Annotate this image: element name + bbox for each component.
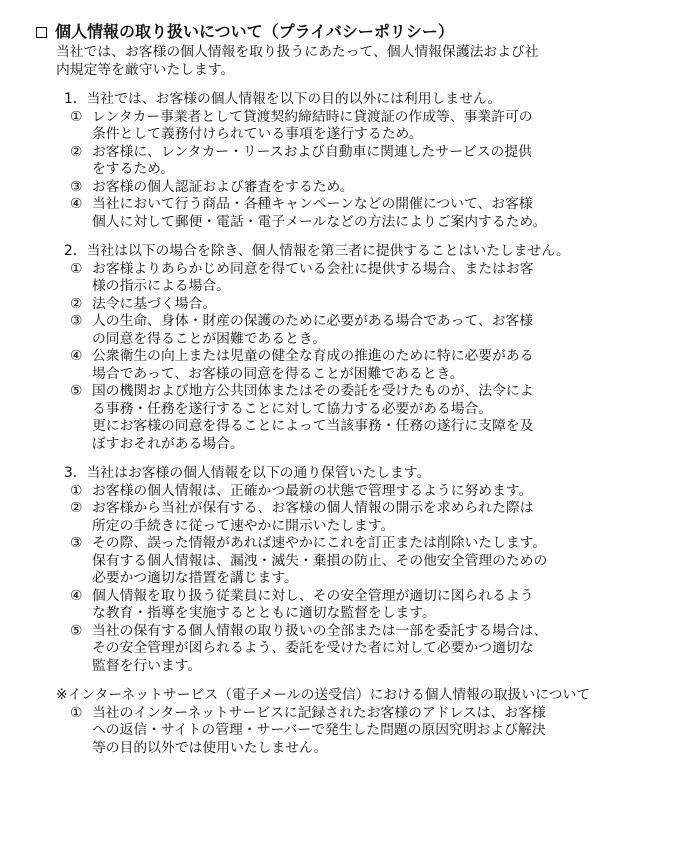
item-text: お客様の個人情報は、正確かつ最新の状態で管理するように努めます。 xyxy=(92,482,533,499)
section-heading: 1．当社では、お客様の個人情報を以下の目的以外には利用しません。 xyxy=(64,91,502,107)
section-2 xyxy=(36,243,670,453)
title-text: 個人情報の取り扱いについて（プライバシーポリシー） xyxy=(55,22,454,41)
item-marker: ① xyxy=(70,108,83,125)
item-text: 当社において行う商品・各種キャンペーンなどの開催について、お客様 個人に対して郵便・電話・電子メールなどの方法によりご案内するため。 xyxy=(92,196,547,230)
item-marker: ④ xyxy=(70,348,83,364)
list-item xyxy=(70,144,670,179)
item-marker: ① xyxy=(70,482,83,499)
item-text: お客様に、レンタカー・リースおよび自動車に関連したサービスの提供 をするため。 xyxy=(92,143,532,177)
list-item xyxy=(70,296,670,314)
item-text: 法令に基づく場合。 xyxy=(92,295,217,312)
item-marker: ④ xyxy=(70,196,83,212)
item-marker: ③ xyxy=(70,313,83,329)
list-item xyxy=(70,623,670,676)
item-text: 公衆衛生の向上または児童の健全な育成の推進のために特に必要がある 場合であって、お客様の同意を得ることが困難であるとき。 xyxy=(92,348,534,382)
list-item xyxy=(70,500,670,535)
section-3 xyxy=(36,465,670,675)
item-text: お客様の個人認証および審査をするため。 xyxy=(92,178,354,195)
section-heading: 3．当社はお客様の個人情報を以下の通り保管いたします。 xyxy=(64,465,431,481)
item-marker: ④ xyxy=(70,587,83,604)
item-text: 国の機関および地方公共団体またはその委託を受けたものが、法令によ る事務・任務を遂行することに対して協力する必要がある場合。 更にお客様の同意を得ることによって当該事務・任務の遂行に支障を及 ぼすおそれがある場合。 xyxy=(92,383,534,452)
item-marker: ⑤ xyxy=(70,383,83,399)
list-item xyxy=(70,383,670,453)
item-marker: ⑤ xyxy=(70,622,83,639)
item-text: レンタカー事業者として貸渡契約締結時に貸渡証の作成等、事業許可の 条件として義務付けられている事項を遂行するため。 xyxy=(92,108,533,142)
item-text: 当社のインターネットサービスに記録されたお客様のアドレスは、お客様 への返信・サイトの管理・サーバーで発生した問題の原因究明および解決 等の目的以外では使用いたしません。 xyxy=(92,704,546,756)
list-item xyxy=(70,179,670,197)
item-marker: ① xyxy=(70,260,83,277)
item-marker: ③ xyxy=(70,178,83,195)
item-text: お客様よりあらかじめ同意を得ている会社に提供する場合、またはお客 様の指示による場合。 xyxy=(92,260,534,294)
square-bullet-icon xyxy=(36,27,47,38)
item-marker: ② xyxy=(70,295,83,312)
section-1 xyxy=(36,91,670,231)
item-text: 人の生命、身体・財産の保護のために必要がある場合であって、お客様 の同意を得ることが困難であるとき。 xyxy=(92,313,534,347)
item-marker: ③ xyxy=(70,535,83,551)
list-item xyxy=(70,705,670,758)
item-text: 個人情報を取り扱う従業員に対し、その安全管理が適切に図られるよう な教育・指導を実施するとともに適切な監督をします。 xyxy=(92,587,534,621)
list-item xyxy=(70,261,670,296)
list-item xyxy=(70,535,670,588)
item-text: 当社の保有する個人情報の取り扱いの全部または一部を委託する場合は、 その安全管理が図られるよう、委託を受けた者に対して必要かつ適切な 監督を行います。 xyxy=(92,622,548,674)
item-marker: ② xyxy=(70,143,83,160)
list-item xyxy=(70,348,670,383)
intro-paragraph: 当社では、お客様の個人情報を取り扱うにあたって、個人情報保護法および社 内規定等を厳守いたします。 xyxy=(56,44,539,78)
list-item xyxy=(70,313,670,348)
list-item xyxy=(70,109,670,144)
section-heading: 2．当社は以下の場合を除き、個人情報を第三者に提供することはいたしません。 xyxy=(64,243,570,259)
item-marker: ① xyxy=(70,704,83,721)
item-text: その際、誤った情報があれば速やかにこれを訂正または削除いたします。 保有する個人情報は、漏洩・滅失・棄損の防止、その他安全管理のための 必要かつ適切な措置を講じます。 xyxy=(92,535,548,586)
page-title xyxy=(36,22,670,42)
list-item xyxy=(70,588,670,623)
item-text: お客様から当社が保有する、お客様の個人情報の開示を求められた際は 所定の手続きに従って速やかに開示いたします。 xyxy=(92,500,534,534)
internet-note-heading: ※インターネットサービス（電子メールの送受信）における個人情報の取扱いについて xyxy=(56,687,591,703)
list-item xyxy=(70,483,670,501)
item-marker: ② xyxy=(70,500,83,516)
list-item xyxy=(70,196,670,231)
